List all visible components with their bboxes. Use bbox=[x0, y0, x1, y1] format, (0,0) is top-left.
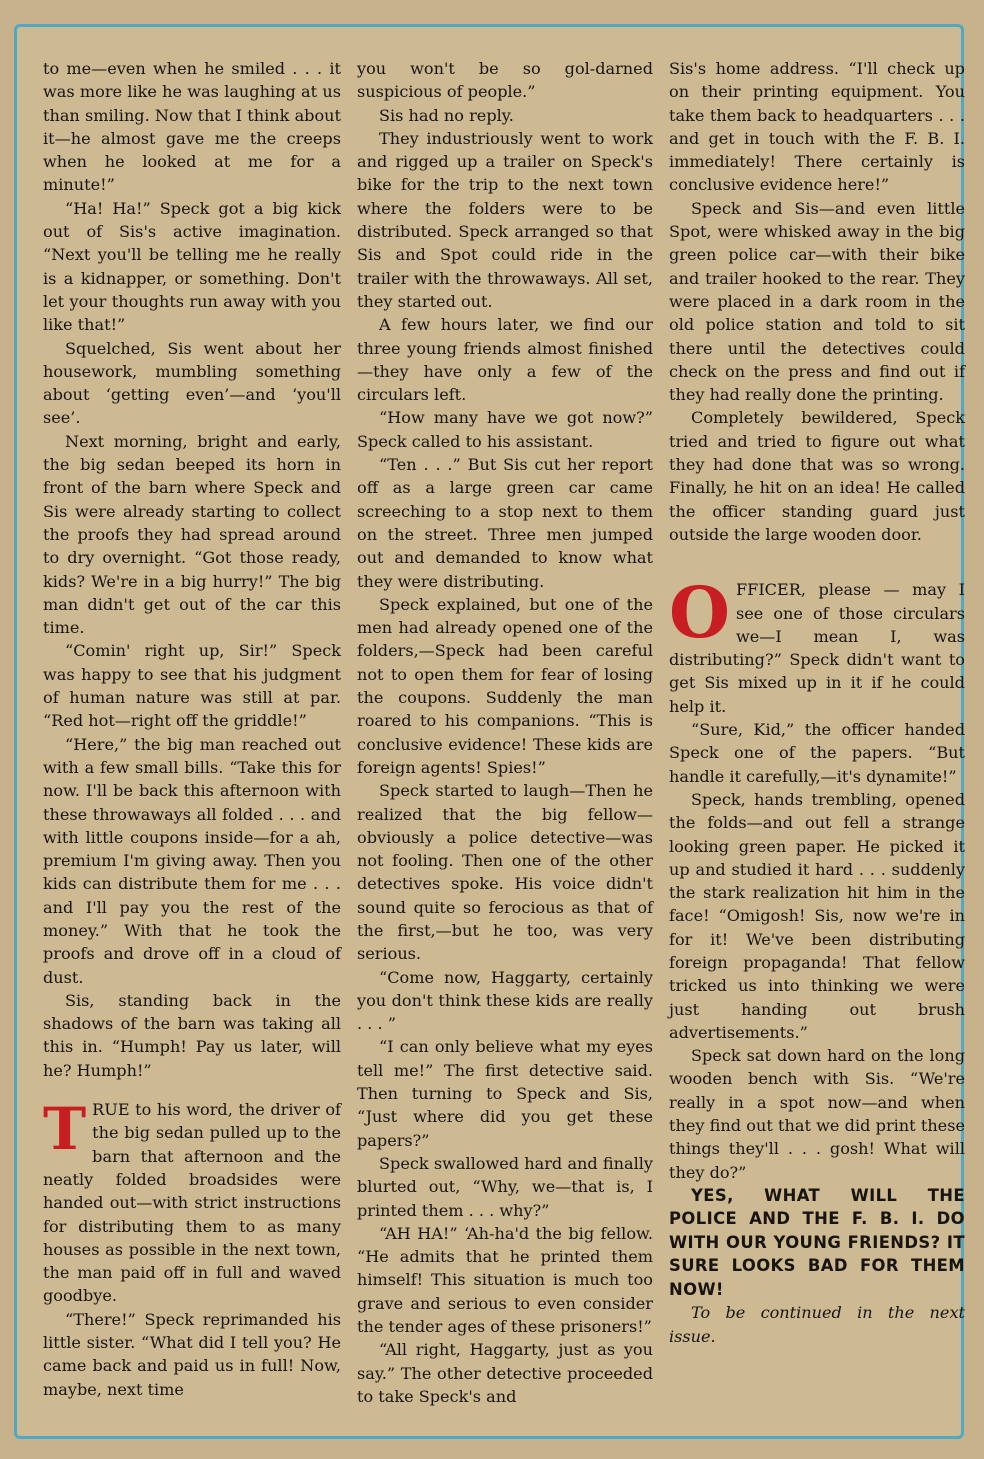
paragraph: “How many have we got now?” Speck called to his assistant. bbox=[357, 408, 653, 451]
text-column-3 bbox=[669, 57, 965, 1348]
paragraph: A few hours later, we find our three young friends almost finished—they have only a few of the circulars left. bbox=[357, 315, 653, 405]
paragraph: Squelched, Sis went about her housework, mumbling something about ‘getting even’—and ‘you'll see’. bbox=[43, 338, 341, 428]
paragraph: “There!” Speck reprimanded his little sister. “What did I tell you? He came back and paid us in full! Now, maybe, next time bbox=[43, 1309, 341, 1399]
paragraph: “Ten . . .” But Sis cut her report off as a large green car came screeching to a stop next to them on the street. Three men jumped out and demanded to know what they were distributing. bbox=[357, 455, 653, 591]
paragraph: “Ha! Ha!” Speck got a big kick out of Sis's active imagination. “Next you'll be telling me he really is a kidnapper, or something. Don't let your thoughts run away with you like that!” bbox=[43, 198, 341, 335]
paragraph: “All right, Haggarty, just as you say.” The other detective proceeded to take Speck's and bbox=[357, 1340, 653, 1406]
paragraph: Sis had no reply. bbox=[379, 105, 514, 125]
teaser-caption: YES, WHAT WILL THE POLICE AND THE F. B. I. DO WITH OUR YOUNG FRIENDS? IT SURE LOOKS BAD FOR THEM NOW! bbox=[669, 1185, 965, 1299]
text-column-2 bbox=[357, 57, 653, 1408]
paragraph-text: FFICER, please — may I see one of those circulars we—I mean I, was distributing?” Speck didn't want to get Sis mixed up in it if he could help it. bbox=[669, 580, 965, 716]
paragraph: Completely bewildered, Speck tried and tried to figure out what they had done that was so wrong. Finally, he hit on an idea! He called the officer standing guard just outside the large wooden door. bbox=[669, 408, 965, 544]
paragraph: to me—even when he smiled . . . it was more like he was laughing at us than smiling. Now that I think about it—he almost gave me the creeps when he looked at me for a minute!” bbox=[43, 59, 341, 195]
paragraph: Speck swallowed hard and finally blurted out, “Why, we—that is, I printed them . . . why?” bbox=[357, 1153, 653, 1220]
paragraph: Speck sat down hard on the long wooden bench with Sis. “We're really in a spot now—and when they find out that we did print these things they'll . . . gosh! What will they do?” bbox=[669, 1046, 965, 1182]
paragraph: Speck, hands trembling, opened the folds—and out fell a strange looking green paper. He picked it up and studied it hard . . . suddenly the stark realization hit him in the face! “Omigosh! Sis, now we're in for it! We've been distributing foreign propaganda! That fellow tricked us into thinking we were just handing out brush advertisements.” bbox=[669, 789, 965, 1042]
paragraph: Speck and Sis—and even little Spot, were whisked away in the big green police car—with their bike and trailer hooked to the rear. They were placed in a dark room in the old police station and told to sit there until the detectives could check on the press and find out if they had really done the printing. bbox=[669, 198, 965, 405]
drop-cap-letter: O bbox=[669, 571, 730, 655]
paragraph: Sis's home address. “I'll check up on their printing equipment. You take them back to headquarters . . . and get in touch with the F. B. I. immediately! There certainly is conclusive evidence here!” bbox=[669, 59, 965, 195]
paragraph: Speck explained, but one of the men had already opened one of the folders,—Speck had been careful not to open them for fear of losing the coupons. Suddenly the man roared to his companions. “This is conclusive evidence! These kids are foreign agents! Spies!” bbox=[357, 594, 653, 777]
story-frame bbox=[14, 24, 964, 1439]
paragraph: you won't be so gol-darned suspicious of people.” bbox=[357, 59, 653, 102]
drop-cap-letter: T bbox=[43, 1095, 87, 1164]
dropcap-paragraph bbox=[669, 571, 965, 718]
paragraph: Next morning, bright and early, the big sedan beeped its horn in front of the barn where Speck and Sis were already starting to collect the proofs they had spread around to dry overnight. “Got those ready, kids? We're in a big hurry!” The big man didn't get out of the car this time. bbox=[43, 431, 341, 638]
paragraph: “Comin' right up, Sir!” Speck was happy to see that his judgment of human nature was still at par. “Red hot—right off the griddle!” bbox=[43, 641, 341, 731]
text-column-1 bbox=[43, 57, 341, 1401]
paragraph: They industriously went to work and rigged up a trailer on Speck's bike for the trip to the next town where the folders were to be distributed. Speck arranged so that Sis and Spot could ride in the trailer with the throwaways. All set, they started out. bbox=[357, 128, 653, 311]
paragraph: Sis, standing back in the shadows of the barn was taking all this in. “Humph! Pay us later, will he? Humph!” bbox=[43, 990, 341, 1080]
paragraph: “I can only believe what my eyes tell me!” The first detective said. Then turning to Speck and Sis, “Just where did you get these papers?” bbox=[357, 1037, 653, 1150]
paragraph: “Here,” the big man reached out with a few small bills. “Take this for now. I'll be back this afternoon with these throwaways all folded . . . and with little coupons inside—for a ah, premium I'm giving away. Then you kids can distribute them for me . . . and I'll pay you the rest of the money.” With that he took the proofs and drove off in a cloud of dust. bbox=[43, 734, 341, 987]
paragraph: “Come now, Haggarty, certainly you don't think these kids are really . . . ” bbox=[357, 967, 653, 1034]
paragraph: Speck started to laugh—Then he realized that the big fellow—obviously a police detective—was not fooling. Then one of the other detectives spoke. His voice didn't sound quite so ferocious as that of the first,—but he too, was very serious. bbox=[357, 781, 653, 964]
continued-note: To be continued in the next issue. bbox=[669, 1303, 965, 1346]
dropcap-paragraph bbox=[43, 1095, 341, 1308]
paragraph: “Sure, Kid,” the officer handed Speck one of the papers. “But handle it carefully,—it's dynamite!” bbox=[669, 720, 965, 786]
paragraph: “AH HA!” ‘Ah-ha'd the big fellow. “He admits that he printed them himself! This situation is much too grave and serious to even consider the tender ages of these prisoners!” bbox=[357, 1223, 653, 1337]
paragraph-text: RUE to his word, the driver of the big sedan pulled up to the barn that afternoon and the neatly folded broadsides were handed out—with strict instructions for distributing them to as many houses as possible in the next town, the man paid off in full and waved goodbye. bbox=[43, 1100, 341, 1306]
